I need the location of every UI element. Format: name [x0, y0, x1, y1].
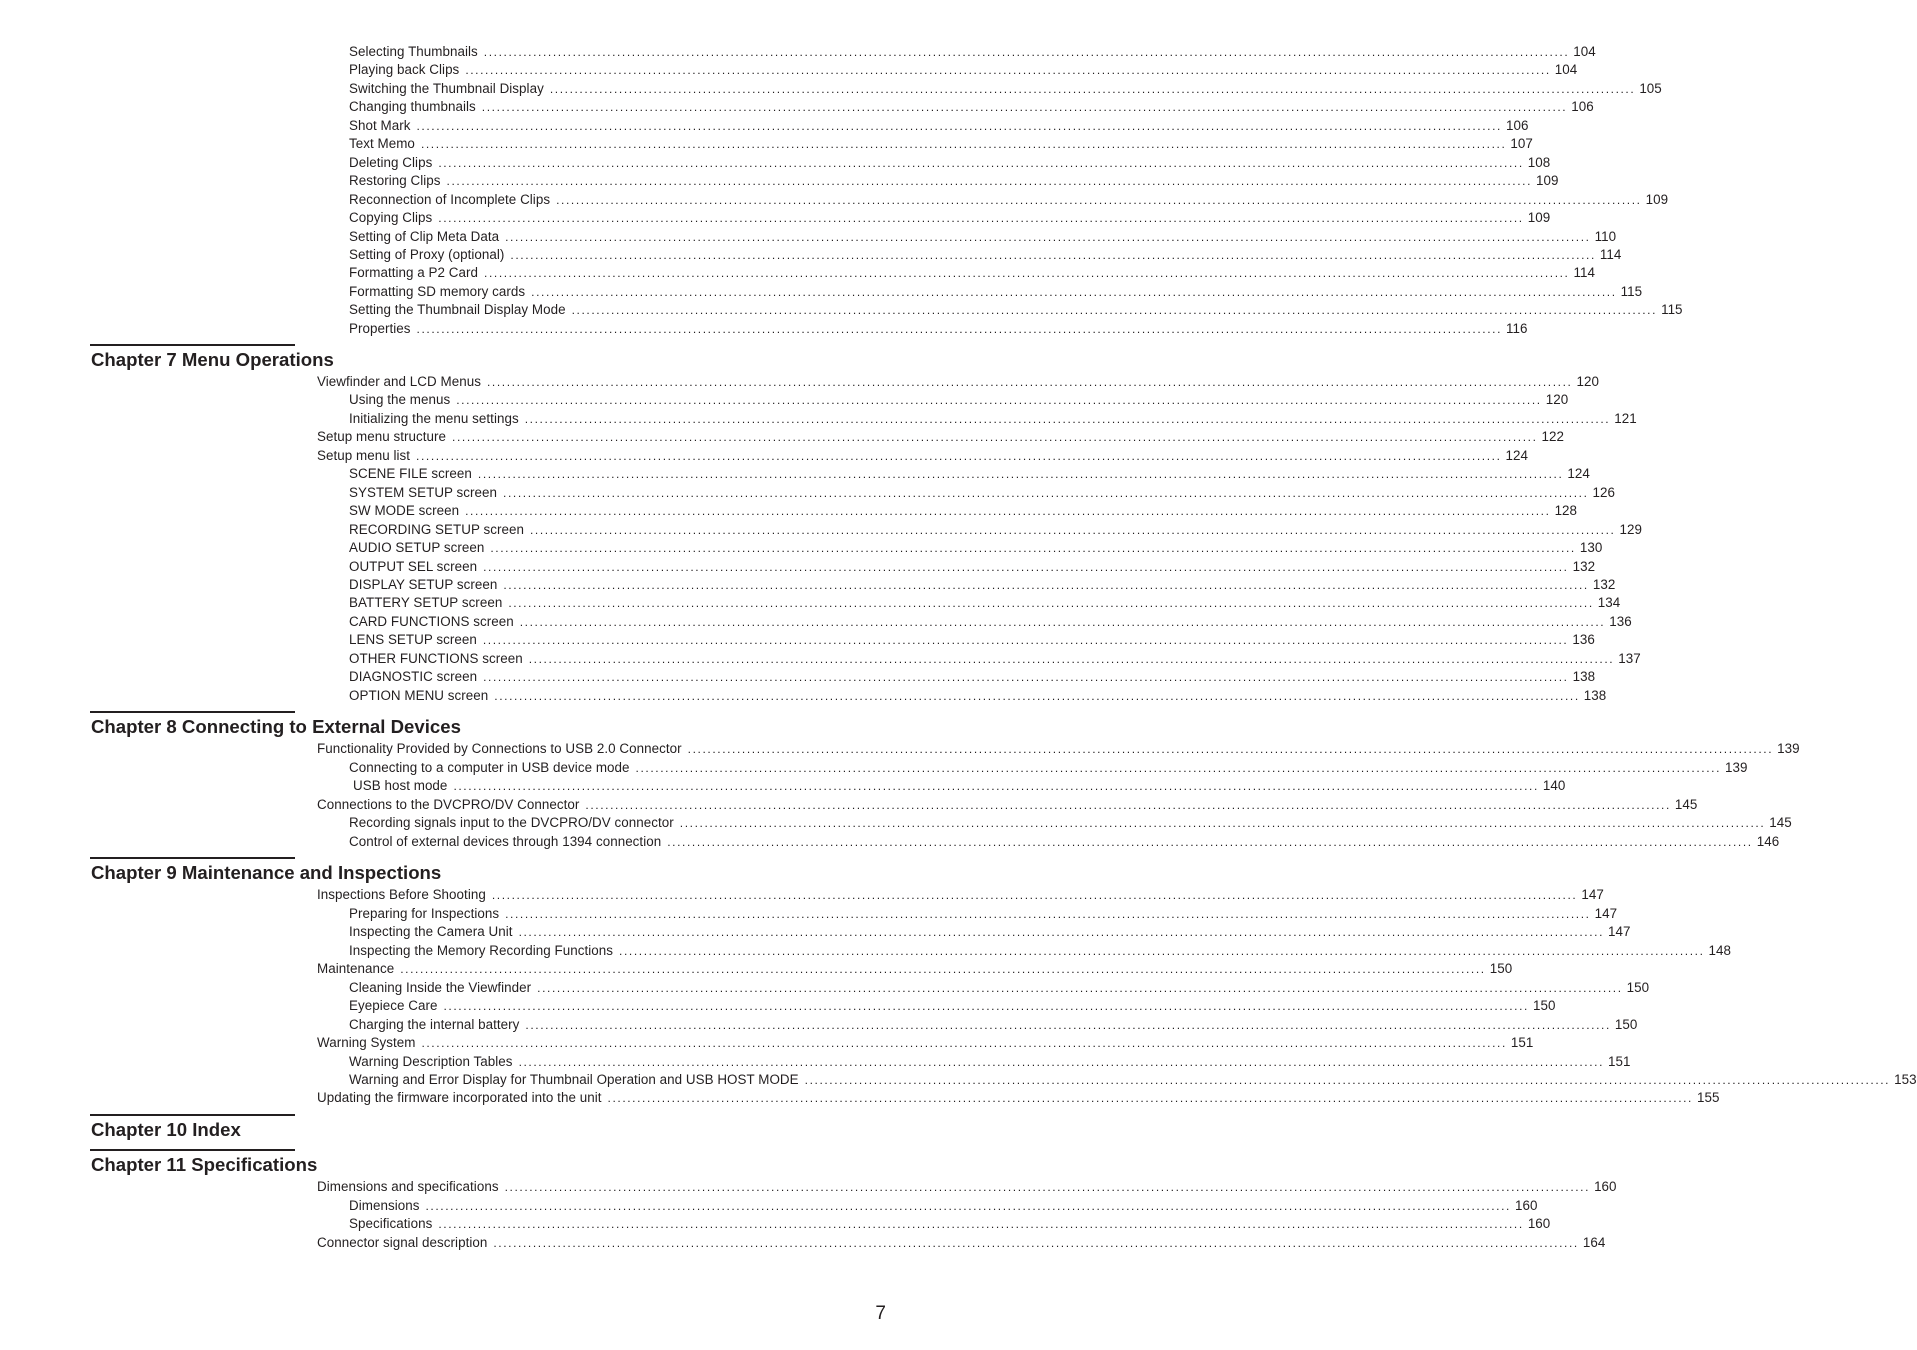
toc-entry[interactable] — [349, 979, 1650, 997]
toc-entry-page: 138 — [1583, 688, 1607, 703]
dot-leader: ............................................................................................................................................................................................................................ — [483, 560, 1569, 574]
toc-entry[interactable] — [349, 1071, 1917, 1089]
toc-entry-label: Warning Description Tables — [349, 1054, 513, 1069]
toc-entry[interactable] — [349, 61, 1578, 79]
dot-leader: ............................................................................................................................................................................................................................ — [438, 1217, 1524, 1231]
dot-leader: ............................................................................................................................................................................................................................ — [490, 541, 1576, 555]
dot-leader: ............................................................................................................................................................................................................................ — [493, 1236, 1579, 1250]
toc-entry-page: 120 — [1545, 392, 1569, 407]
toc-entry-label: Restoring Clips — [349, 173, 441, 188]
toc-entry-label: Copying Clips — [349, 210, 433, 225]
dot-leader: ............................................................................................................................................................................................................................ — [425, 1199, 1511, 1213]
toc-entry[interactable] — [349, 320, 1528, 338]
toc-entry-page: 121 — [1614, 411, 1637, 426]
toc-entry-label: BATTERY SETUP screen — [349, 595, 503, 610]
toc-entry-label: Viewfinder and LCD Menus — [317, 374, 481, 389]
dot-leader: ............................................................................................................................................................................................................................ — [556, 193, 1642, 207]
toc-entry-page: 147 — [1581, 887, 1604, 902]
dot-leader: ............................................................................................................................................................................................................................ — [585, 798, 1671, 812]
toc-entry[interactable] — [349, 613, 1632, 631]
toc-entry-page: 110 — [1594, 229, 1617, 244]
toc-entry[interactable] — [349, 117, 1529, 135]
dot-leader: ............................................................................................................................................................................................................................ — [510, 248, 1596, 262]
dot-leader: ............................................................................................................................................................................................................................ — [804, 1073, 1891, 1087]
toc-entry-label: Reconnection of Incomplete Clips — [349, 192, 551, 207]
chapter-heading[interactable]: Chapter 7 Menu Operations — [91, 349, 334, 370]
toc-entry-label: Setting the Thumbnail Display Mode — [349, 302, 566, 317]
toc-entry[interactable] — [317, 960, 1513, 978]
dot-leader: ............................................................................................................................................................................................................................ — [483, 45, 1570, 59]
toc-entry[interactable] — [349, 905, 1618, 923]
toc-entry[interactable] — [349, 228, 1617, 246]
toc-entry-label: Initializing the menu settings — [349, 411, 519, 426]
toc-entry-label: Setup menu list — [317, 448, 411, 463]
toc-entry-page: 128 — [1554, 503, 1578, 518]
toc-entry-label: Connector signal description — [317, 1235, 488, 1250]
toc-entry[interactable] — [317, 886, 1604, 904]
toc-entry[interactable] — [349, 576, 1616, 594]
toc-entry-page: 132 — [1572, 559, 1596, 574]
dot-leader: ............................................................................................................................................................................................................................ — [400, 962, 1486, 976]
toc-entry-label: Setting of Proxy (optional) — [349, 247, 505, 262]
toc-entry-label: Dimensions — [349, 1198, 420, 1213]
dot-leader: ............................................................................................................................................................................................................................ — [687, 742, 1774, 756]
toc-entry-label: Text Memo — [349, 136, 415, 151]
dot-leader: ............................................................................................................................................................................................................................ — [571, 303, 1658, 317]
chapter-heading[interactable]: Chapter 10 Index — [91, 1119, 241, 1140]
dot-leader: ............................................................................................................................................................................................................................ — [416, 119, 1502, 133]
toc-entry-page: 116 — [1506, 321, 1528, 336]
toc-entry[interactable] — [349, 923, 1631, 941]
toc-entry-label: Connections to the DVCPRO/DV Connector — [317, 797, 580, 812]
toc-entry[interactable] — [349, 154, 1551, 172]
toc-entry-label: SYSTEM SETUP screen — [349, 485, 498, 500]
toc-entry-page: 150 — [1614, 1017, 1638, 1032]
toc-entry[interactable] — [349, 391, 1569, 409]
toc-entry-page: 153 — [1894, 1072, 1917, 1087]
toc-entry[interactable] — [349, 246, 1622, 264]
toc-entry-page: 134 — [1597, 595, 1621, 610]
dot-leader: ............................................................................................................................................................................................................................ — [446, 174, 1533, 188]
toc-entry-label: Warning and Error Display for Thumbnail Operation and USB HOST MODE — [349, 1072, 799, 1087]
toc-entry-page: 104 — [1554, 62, 1578, 77]
toc-entry-label: Recording signals input to the DVCPRO/DV connector — [349, 815, 674, 830]
toc-entry[interactable] — [349, 1215, 1551, 1233]
toc-entry-page: 126 — [1592, 485, 1616, 500]
dot-leader: ............................................................................................................................................................................................................................ — [531, 285, 1617, 299]
dot-leader: ............................................................................................................................................................................................................................ — [443, 999, 1529, 1013]
dot-leader: ............................................................................................................................................................................................................................ — [494, 689, 1580, 703]
toc-entry-label: SCENE FILE screen — [349, 466, 472, 481]
toc-entry-label: Playing back Clips — [349, 62, 460, 77]
toc-entry[interactable] — [349, 191, 1669, 209]
toc-entry-page: 150 — [1489, 961, 1513, 976]
toc-entry-label: Shot Mark — [349, 118, 411, 133]
chapter-divider — [90, 711, 295, 713]
toc-entry-page: 132 — [1592, 577, 1616, 592]
dot-leader: ............................................................................................................................................................................................................................ — [518, 925, 1605, 939]
toc-entry-page: 150 — [1532, 998, 1556, 1013]
toc-entry[interactable] — [317, 428, 1565, 446]
dot-leader: ............................................................................................................................................................................................................................ — [518, 1055, 1605, 1069]
toc-entry-page: 108 — [1527, 155, 1551, 170]
toc-entry-page: 129 — [1619, 522, 1642, 537]
toc-entry-page: 106 — [1505, 118, 1529, 133]
toc-entry-label: Setting of Clip Meta Data — [349, 229, 500, 244]
toc-entry-label: Setup menu structure — [317, 429, 447, 444]
toc-entry-page: 151 — [1510, 1035, 1534, 1050]
toc-entry[interactable] — [349, 283, 1643, 301]
toc-entry-label: OUTPUT SEL screen — [349, 559, 478, 574]
dot-leader: ............................................................................................................................................................................................................................ — [537, 981, 1623, 995]
toc-entry-page: 160 — [1594, 1179, 1617, 1194]
toc-entry-label: Selecting Thumbnails — [349, 44, 478, 59]
dot-leader: ............................................................................................................................................................................................................................ — [529, 523, 1616, 537]
toc-entry-label: Formatting a P2 Card — [349, 265, 479, 280]
toc-entry-label: Formatting SD memory cards — [349, 284, 526, 299]
toc-entry[interactable] — [349, 484, 1616, 502]
dot-leader: ............................................................................................................................................................................................................................ — [452, 430, 1538, 444]
toc-entry-label: Inspecting the Camera Unit — [349, 924, 513, 939]
toc-entry-page: 122 — [1541, 429, 1565, 444]
toc-entry-label: OPTION MENU screen — [349, 688, 489, 703]
toc-entry-label: Changing thumbnails — [349, 99, 476, 114]
toc-entry-label: Specifications — [349, 1216, 433, 1231]
toc-entry-page: 145 — [1769, 815, 1792, 830]
toc-entry-page: 106 — [1571, 99, 1594, 114]
chapter-divider — [90, 1149, 295, 1151]
toc-entry-label: Dimensions and specifications — [317, 1179, 499, 1194]
toc-entry-page: 137 — [1618, 651, 1641, 666]
toc-entry[interactable] — [353, 777, 1566, 795]
toc-entry[interactable] — [317, 1178, 1617, 1196]
toc-entry-label: CARD FUNCTIONS screen — [349, 614, 514, 629]
dot-leader: ............................................................................................................................................................................................................................ — [519, 615, 1606, 629]
dot-leader: ............................................................................................................................................................................................................................ — [482, 633, 1569, 647]
toc-entry-label: Cleaning Inside the Viewfinder — [349, 980, 532, 995]
toc-entry-label: Inspecting the Memory Recording Functions — [349, 943, 614, 958]
toc-entry[interactable] — [349, 1197, 1538, 1215]
toc-entry-label: RECORDING SETUP screen — [349, 522, 524, 537]
toc-entry-label: Using the menus — [349, 392, 451, 407]
toc-entry[interactable] — [349, 135, 1533, 153]
dot-leader: ............................................................................................................................................................................................................................ — [607, 1091, 1693, 1105]
toc-entry-label: Updating the firmware incorporated into the unit — [317, 1090, 602, 1105]
toc-entry-page: 151 — [1608, 1054, 1631, 1069]
toc-entry-page: 136 — [1609, 614, 1632, 629]
toc-entry-page: 136 — [1572, 632, 1595, 647]
toc-entry-page: 139 — [1777, 741, 1800, 756]
toc-entry-page: 120 — [1576, 374, 1599, 389]
dot-leader: ............................................................................................................................................................................................................................ — [679, 816, 1766, 830]
toc-entry-label: Maintenance — [317, 961, 395, 976]
toc-entry-page: 150 — [1626, 980, 1650, 995]
dot-leader: ............................................................................................................................................................................................................................ — [438, 211, 1524, 225]
toc-entry[interactable] — [349, 80, 1662, 98]
dot-leader: ............................................................................................................................................................................................................................ — [491, 888, 1578, 902]
toc-entry[interactable] — [317, 1034, 1534, 1052]
dot-leader: ............................................................................................................................................................................................................................ — [484, 266, 1570, 280]
dot-leader: ............................................................................................................................................................................................................................ — [483, 670, 1569, 684]
dot-leader: ............................................................................................................................................................................................................................ — [481, 100, 1568, 114]
toc-entry-page: 139 — [1725, 760, 1748, 775]
toc-entry-label: AUDIO SETUP screen — [349, 540, 485, 555]
toc-entry[interactable] — [317, 447, 1529, 465]
toc-entry-label: Switching the Thumbnail Display — [349, 81, 544, 96]
chapter-divider — [90, 344, 295, 346]
toc-entry[interactable] — [349, 502, 1578, 520]
toc-entry-label: SW MODE screen — [349, 503, 460, 518]
dot-leader: ............................................................................................................................................................................................................................ — [504, 1180, 1591, 1194]
toc-entry-page: 109 — [1645, 192, 1669, 207]
dot-leader: ............................................................................................................................................................................................................................ — [503, 486, 1589, 500]
toc-entry[interactable] — [349, 759, 1748, 777]
dot-leader: ............................................................................................................................................................................................................................ — [421, 1036, 1507, 1050]
toc-entry-page: 147 — [1608, 924, 1631, 939]
dot-leader: ............................................................................................................................................................................................................................ — [635, 761, 1722, 775]
toc-entry[interactable] — [349, 301, 1683, 319]
toc-entry-label: DISPLAY SETUP screen — [349, 577, 498, 592]
toc-entry[interactable] — [349, 558, 1596, 576]
toc-entry[interactable] — [349, 539, 1603, 557]
dot-leader: ............................................................................................................................................................................................................................ — [420, 137, 1507, 151]
toc-entry-page: 124 — [1505, 448, 1529, 463]
toc-entry-label: Charging the internal battery — [349, 1017, 520, 1032]
toc-entry[interactable] — [349, 650, 1641, 668]
toc-entry[interactable] — [317, 1234, 1606, 1252]
dot-leader: ............................................................................................................................................................................................................................ — [524, 412, 1611, 426]
toc-entry-label: Inspections Before Shooting — [317, 887, 486, 902]
toc-entry-label: LENS SETUP screen — [349, 632, 477, 647]
toc-entry-page: 160 — [1514, 1198, 1538, 1213]
toc-entry-page: 148 — [1708, 943, 1732, 958]
toc-entry-label: Functionality Provided by Connections to USB 2.0 Connector — [317, 741, 682, 756]
toc-entry-label: Control of external devices through 1394 connection — [349, 834, 662, 849]
dot-leader: ............................................................................................................................................................................................................................ — [438, 156, 1524, 170]
toc-entry[interactable] — [317, 373, 1599, 391]
dot-leader: ............................................................................................................................................................................................................................ — [549, 82, 1636, 96]
toc-entry[interactable] — [349, 209, 1551, 227]
toc-entry-label: USB host mode — [353, 778, 448, 793]
toc-entry[interactable] — [349, 833, 1780, 851]
toc-entry-page: 104 — [1573, 44, 1596, 59]
toc-entry[interactable] — [349, 942, 1732, 960]
toc-entry-page: 130 — [1579, 540, 1603, 555]
toc-entry-label: Deleting Clips — [349, 155, 433, 170]
toc-entry-label: Preparing for Inspections — [349, 906, 500, 921]
chapter-heading[interactable]: Chapter 11 Specifications — [91, 1154, 318, 1175]
toc-entry[interactable] — [349, 594, 1621, 612]
chapter-heading[interactable]: Chapter 8 Connecting to External Devices — [91, 716, 461, 737]
toc-entry-page: 114 — [1599, 247, 1622, 262]
chapter-divider — [90, 1114, 295, 1116]
toc-entry-page: 109 — [1527, 210, 1551, 225]
chapter-heading[interactable]: Chapter 9 Maintenance and Inspections — [91, 862, 442, 883]
toc-entry[interactable] — [349, 98, 1594, 116]
toc-entry-label: Connecting to a computer in USB device mode — [349, 760, 630, 775]
toc-entry[interactable] — [349, 264, 1595, 282]
toc-entry[interactable] — [349, 687, 1607, 705]
toc-entry-page: 140 — [1542, 778, 1566, 793]
toc-entry-page: 114 — [1573, 265, 1595, 280]
dot-leader: ............................................................................................................................................................................................................................ — [416, 322, 1503, 336]
dot-leader: ............................................................................................................................................................................................................................ — [525, 1018, 1611, 1032]
toc-entry[interactable] — [349, 410, 1637, 428]
toc-entry-page: 146 — [1756, 834, 1780, 849]
toc-entry-page: 107 — [1510, 136, 1533, 151]
dot-leader: ............................................................................................................................................................................................................................ — [456, 393, 1542, 407]
toc-entry-label: OTHER FUNCTIONS screen — [349, 651, 523, 666]
toc-entry-page: 105 — [1639, 81, 1662, 96]
toc-entry[interactable] — [317, 1089, 1720, 1107]
page-number: 7 — [875, 1303, 886, 1324]
toc-entry[interactable] — [349, 43, 1596, 61]
dot-leader: ............................................................................................................................................................................................................................ — [505, 907, 1591, 921]
toc-entry-page: 164 — [1582, 1235, 1606, 1250]
toc-entry[interactable] — [317, 740, 1800, 758]
toc-entry[interactable] — [349, 172, 1559, 190]
toc-entry[interactable] — [349, 1053, 1631, 1071]
toc-entry-label: Warning System — [317, 1035, 416, 1050]
dot-leader: ............................................................................................................................................................................................................................ — [619, 944, 1705, 958]
dot-leader: ............................................................................................................................................................................................................................ — [505, 230, 1591, 244]
toc-entry[interactable] — [349, 814, 1792, 832]
dot-leader: ............................................................................................................................................................................................................................ — [528, 652, 1615, 666]
dot-leader: ............................................................................................................................................................................................................................ — [416, 449, 1502, 463]
toc-entry[interactable] — [349, 465, 1590, 483]
toc-entry-page: 160 — [1527, 1216, 1551, 1231]
dot-leader: ............................................................................................................................................................................................................................ — [508, 596, 1594, 610]
dot-leader: ............................................................................................................................................................................................................................ — [453, 779, 1539, 793]
toc-entry[interactable] — [349, 1016, 1638, 1034]
toc-entry-page: 115 — [1620, 284, 1643, 299]
toc-entry-page: 138 — [1572, 669, 1596, 684]
toc-entry-page: 155 — [1697, 1090, 1720, 1105]
dot-leader: ............................................................................................................................................................................................................................ — [477, 467, 1564, 481]
toc-entry-page: 109 — [1536, 173, 1559, 188]
toc-entry-label: DIAGNOSTIC screen — [349, 669, 478, 684]
dot-leader: ............................................................................................................................................................................................................................ — [465, 63, 1551, 77]
toc-entry-page: 147 — [1594, 906, 1618, 921]
toc-entry-label: Properties — [349, 321, 411, 336]
toc-entry[interactable] — [317, 796, 1698, 814]
toc-entry[interactable] — [349, 997, 1556, 1015]
dot-leader: ............................................................................................................................................................................................................................ — [465, 504, 1551, 518]
toc-entry[interactable] — [349, 668, 1596, 686]
dot-leader: ............................................................................................................................................................................................................................ — [503, 578, 1589, 592]
toc-entry[interactable] — [349, 521, 1642, 539]
toc-entry[interactable] — [349, 631, 1595, 649]
dot-leader: ............................................................................................................................................................................................................................ — [486, 375, 1573, 389]
chapter-divider — [90, 857, 295, 859]
toc-entry-label: Eyepiece Care — [349, 998, 438, 1013]
toc-entry-page: 124 — [1567, 466, 1590, 481]
toc-entry-page: 115 — [1661, 302, 1683, 317]
dot-leader: ............................................................................................................................................................................................................................ — [667, 835, 1753, 849]
toc-entry-page: 145 — [1674, 797, 1698, 812]
